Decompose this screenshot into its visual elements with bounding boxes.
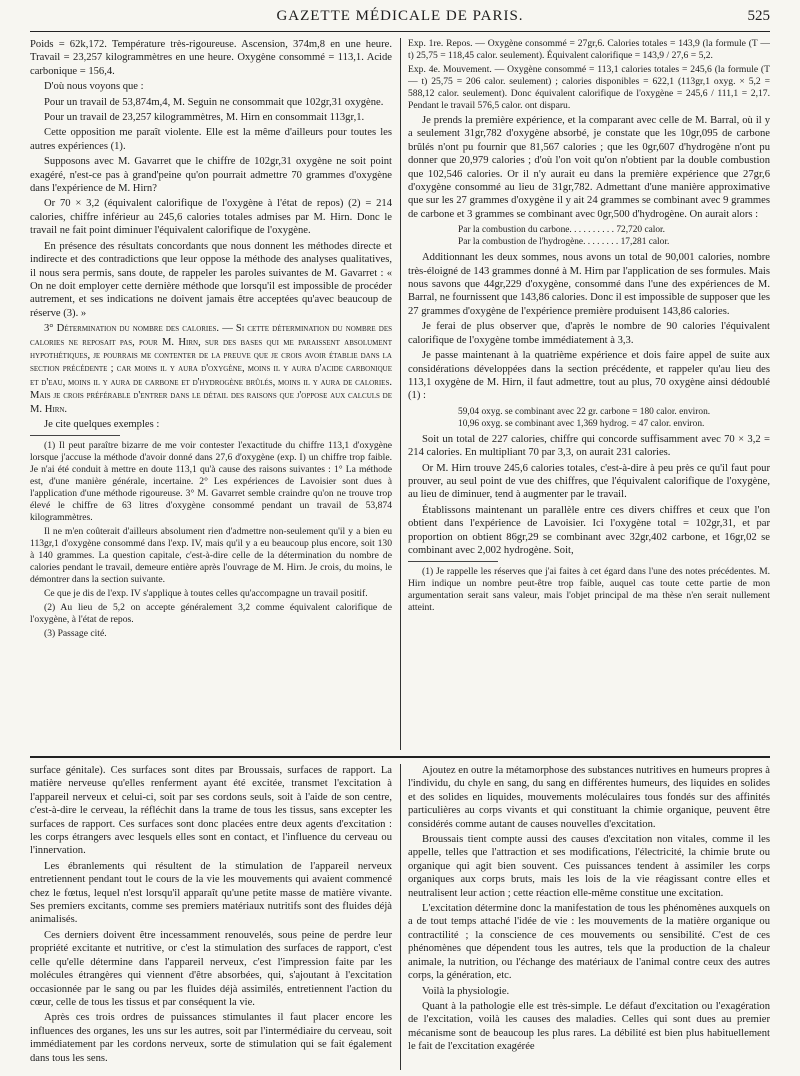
paragraph: Pour un travail de 23,257 kilogrammètres, M. Hirn en consommait 113gr,1.: [44, 112, 365, 124]
page-number: 525: [747, 8, 770, 24]
bottom-left-column: [30, 764, 392, 1070]
table-row: [458, 236, 770, 248]
table-row: [458, 224, 770, 236]
section-text: Détermination du nombre des calories. — Si cette détermination du nombre des calories ne reposait pas, pour M. Hirn, sur des bases qui me paraissent absolument hypothétiques, je pourrais me contenter de la preuve que je crois avoir établie dans la section précédente ; car moins il y aura d'oxygène, moins il y aura d'acide carbonique et d'eau, moins il y aura de carbone et d'hydrogène brûlés, moins il y aura de calories. Mais je crois préférable d'entrer dans le détail des raisons que j'oppose aux calculs de M. Hirn.: [30, 323, 392, 415]
paragraph: Soit un total de 227 calories, chiffre qui concorde suffisamment avec 70 × 3,2 = 214 calories. En multipliant 70 par 3,3, on aurait 231 calories.: [408, 433, 770, 459]
row-value: 72,720 calor.: [616, 225, 665, 236]
row-label: 59,04 oxyg. se combinant avec 22 gr. carbone: [458, 406, 630, 417]
row-value: = 47 calor. environ.: [631, 418, 705, 429]
paragraph: Broussais tient compte aussi des causes d'excitation non vitales, comme il les appelle, telles que l'attraction et ses modifications, l'électricité, la chimie brute ou organique qui agit bien souvent. Ces puissances tendent à assimiler les corps organiques aux corps bruts, mais les lois de la vie réagissant contre elles et neutralisent leur action ; cette réaction elle-même constitue une excitation.: [408, 834, 770, 899]
paragraph: Pour un travail de 53,874m,4, M. Seguin ne consommait que 102gr,31 oxygène.: [44, 96, 384, 108]
top-right-column: [408, 38, 770, 750]
table-row: [458, 418, 770, 430]
column-divider: [400, 764, 401, 1070]
paragraph: Additionnant les deux sommes, nous avons un total de 90,001 calories, nombre très-éloigné de 143 grammes donné à M. Hirn par l'application de ses formules. Mais nous savons que 44gr,229 d'oxygène, consommé dans l'une des expériences de M. Barral, ne fournissent que 143,86 calories. Donc il est impossible de supposer que les 27 grammes d'oxygène de l'expérience première produisent 143,86 calories.: [408, 252, 770, 317]
paragraph: Ces derniers doivent être incessamment renouvelés, sous peine de perdre leur propriété excitante et nutritive, or c'est la stimulation des surfaces de rapport, c'est celle qu'elle détermine dans l'appareil nerveux, c'est l'impression faite par les molécules étrangères qui viennent d'être absorbées, qui, s'ajoutant à l'excitation occasionnée par le sang ou par les fluides déjà assimilés, entretiennent l'action du cœur, celle de tous les tissus et par conséquent la vie.: [30, 929, 392, 1008]
row-label: Par la combustion du carbone. . . . . . . . . .: [458, 225, 614, 236]
table-row: [458, 406, 770, 418]
paragraph: Or 70 × 3,2 (équivalent calorifique de l'oxygène à l'état de repos) (2) = 214 calories, chiffre inférieur au 245,6 calories totales admises par M. Hirn. Donc le travail ne fait point diminuer l'équivalent calorifique de l'oxygène.: [30, 198, 392, 237]
column-divider: [400, 38, 401, 750]
section-paragraph: [30, 322, 392, 416]
row-label: Par la combustion de l'hydrogène. . . . . . . .: [458, 237, 619, 248]
paragraph: Poids = 62k,172. Température très-rigoureuse. Ascension, 374m,8 en une heure. Travail = 23,257 kilogrammètres en une heure. Oxygène consommé = 113,1. Acide carbonique = 156,4.: [30, 39, 392, 77]
paragraph: Je passe maintenant à la quatrième expérience et dois faire appel de suite aux considérations développées dans la section précédente, et rappeler qu'au lieu des 113,1 oxygène de M. Hirn, il faut admettre, tout au plus, 70 oxygène ainsi dédoublé (1) :: [408, 350, 770, 402]
footnote: (2) Au lieu de 5,2 on accepte généralement 3,2 comme équivalent calorifique de l'oxygène, à l'état de repos.: [30, 602, 392, 626]
footnote: (3) Passage cité.: [44, 628, 107, 640]
paragraph: Après ces trois ordres de puissances stimulantes il faut placer encore les influences des organes, les uns sur les autres, soit par l'intermédiaire du cerveau, soit immédiatement par les cordons nerveux, sorte de stimulation qui se fait également dans tous les sens.: [30, 1012, 392, 1064]
calorie-table: [458, 224, 770, 248]
paragraph: Je ferai de plus observer que, d'après le nombre de 90 calories l'équivalent calorifique de l'oxygène tombe immédiatement à 3,3.: [408, 321, 770, 346]
footnote-rule: [30, 435, 120, 436]
paragraph: Ajoutez en outre la métamorphose des substances nutritives en humeurs propres à l'individu, du chyle en sang, du sang en différentes humeurs, des liquides en solides et des solides en liquides, mouvements moléculaires tous fondés sur des affinités particulières au corps vivants et qui constituant la chimie organique, peuvent être considérés comme autant de causes nouvelles d'excitation.: [408, 765, 770, 830]
paragraph: Je prends la première expérience, et la comparant avec celle de M. Barral, où il y a seulement 31gr,782 d'oxygène absorbé, je constate que les 10gr,095 de carbone brûlés n'ont pu fournir que 81,567 calories ; que les 0gr,607 d'hydrogène n'ont pu donner que 20,979 calories ; d'où l'on voit qu'on n'obtient par la double combustion que 102,546 calories. Or il n'y aurait eu dans la première expérience que 27gr,6 d'oxygène consommé au lieu de 31gr,782. Admettant d'une manière approximative que sur les 27 grammes d'oxygène il y ait 24 grammes se combinant avec 9 grammes de carbone et 3 grammes se combinant avec 0gr,500 d'hydrogène. On aurait alors :: [408, 115, 770, 220]
paragraph: surface génitale). Ces surfaces sont dites par Broussais, surfaces de rapport. La matière nerveuse qu'elles renferment ayant été excitée, transmet l'excitation à l'appareil nerveux et celui-ci, soit par ses cordons seuls, soit à l'aide de son centre, c'est-à-dire le cerveau, la réfléchit dans la trame de tous les tissus, sans excepter les surfaces de rapport. Ces surfaces sont donc placées entre deux agents d'excitation : les corps étrangers avec lesquels elles sont en contact, et l'influence du cerveau ou l'innervation.: [30, 765, 392, 857]
bottom-right-column: [408, 764, 770, 1070]
row-value: = 180 calor. environ.: [632, 406, 711, 417]
header-rule: [30, 31, 770, 32]
paragraph: En présence des résultats concordants que nous donnent les méthodes directe et indirecte et des contradictions que leur oppose la méthode des analyses qualitatives, il nous sera permis, sans doute, de rappeler les paroles suivantes de M. Gavarret : « On ne doit employer cette dernière méthode que lorsqu'il est impossible de procéder autrement, et ses indications ne doivent jamais être acceptées qu'avec beaucoup de réserve (3). »: [30, 240, 392, 319]
row-label: 10,96 oxyg. se combinant avec 1,369 hydrog.: [458, 418, 629, 429]
footnote: (1) Il peut paraître bizarre de me voir contester l'exactitude du chiffre 113,1 d'oxygène lorsque j'accuse la méthode d'avoir donné dans 27,6 d'oxygène (exp. I) un chiffre trop faible. Je n'ai été conduit à mettre en doute 113,1 qu'à cause des raisons suivantes : 1° La méthode est, d'une manière générale, incertaine. 2° Les expériences de Lavoisier sont dues à l'application d'une méthode rigoureuse. 3° M. Gavarret semble craindre qu'on ne trouve trop élevé le chiffre de 63 litres d'oxygène consommé pendant un travail de 53,874 kilogrammètres.: [30, 440, 392, 524]
footnote-rule: [408, 561, 498, 562]
section-number: 3°: [44, 323, 54, 335]
row-value: 17,281 calor.: [620, 237, 670, 248]
experiment-note: Exp. 1re. Repos. — Oxygène consommé = 27gr,6. Calories totales = 143,9 (la formule (T — t) 25,75 = 118,45 calor. seulement). Équivalent calorifique = 143,9 / 27,6 = 5,2.: [408, 38, 770, 61]
footnote: Il ne m'en coûterait d'ailleurs absolument rien d'admettre non-seulement qu'il y a bien eu 113gr,1 d'oxygène consommé dans l'exp. IV, mais qu'il y a eu beaucoup plus encore, soit 130 à 140 grammes. La question capitale, c'est-à-dire celle de la détermination du nombre de calories pendant le travail, demeure entière après l'ouvrage de M. Hirn. Je crois, du moins, le démontrer dans la section suivante.: [30, 526, 392, 586]
section-rule: [30, 756, 770, 758]
oxygen-table: [458, 406, 770, 430]
paragraph: L'excitation détermine donc la manifestation de tous les phénomènes auxquels on a de tout temps attaché l'idée de vie : les mouvements de la matière organique ou contractilité ; la conscience de ces mouvements ou sensibilité. C'est de ces phénomènes que dépendent tous les autres, tels que la production de la chaleur animale, la nutrition, ou l'échange des matériaux de l'animal contre ceux des autres corps, la génération, etc.: [408, 903, 770, 982]
page-header: [30, 8, 770, 30]
footnote: (1) Je rappelle les réserves que j'ai faites à cet égard dans l'une des notes précédentes. M. Hirn indique un nombre peut-être trop faible, auquel cas toute cette partie de mon argumentation serait sans valeur, mais l'objet principal de ma thèse n'en serait nullement atteint.: [408, 566, 770, 614]
paragraph: Les ébranlements qui résultent de la stimulation de l'appareil nerveux entretiennent pendant tout le cours de la vie les mouvements qui avaient commencé chez le fœtus, lequel n'est lorsqu'il apparaît qu'une petite masse de matière vivante. Ses premiers excitants, comme ses premiers matériaux nutritifs sont des fluides déjà animalisés.: [30, 860, 392, 926]
paragraph: Supposons avec M. Gavarret que le chiffre de 102gr,31 oxygène ne soit point exagéré, n'est-ce pas à grand'peine qu'on pourrait admettre 70 grammes d'oxygène dans l'expérience de M. Hirn?: [30, 156, 392, 195]
journal-title: GAZETTE MÉDICALE DE PARIS.: [276, 8, 524, 24]
experiment-note: Exp. 4e. Mouvement. — Oxygène consommé = 113,1 calories totales = 245,6 (la formule (T — t) 25,75 = 206 calor. seulement) ; calories disponibles = 622,1 (113gr,1 oxyg. × 5,2 = 588,12 calor. seulement). Donc équivalent calorifique de l'oxygène = 245,6 / 111,1 = 2,17. Pendant le travail 576,5 calor. ont disparu.: [408, 64, 770, 111]
paragraph: Or M. Hirn trouve 245,6 calories totales, c'est-à-dire à peu près ce qu'il faut pour prouver, au seul point de vue des chiffres, que l'équivalent calorifique de l'oxygène, au lieu de diminuer, tend à augmenter par le travail.: [408, 462, 770, 501]
paragraph: D'où nous voyons que :: [44, 81, 144, 93]
paragraph: Voilà la physiologie.: [422, 985, 510, 997]
paragraph: Quant à la pathologie elle est très-simple. Le défaut d'excitation ou l'exagération de l'excitation, voilà les causes des maladies. Celles qui sont dues au premier mécanisme sont de beaucoup les plus rares. La débilité est bien plus habituellement le fait de l'excitation exagérée: [408, 1000, 770, 1053]
paragraph: Établissons maintenant un parallèle entre ces divers chiffres et ceux que l'on obtient dans l'expérience de Lavoisier. Ici l'oxygène total = 102gr,31, et par proportion on obtient 86gr,29 se combinant avec 32gr,402 carbone, et 16gr,02 se combinant avec 2,002 hydrogène. Soit,: [408, 504, 770, 556]
footnote: Ce que je dis de l'exp. IV s'applique à toutes celles qu'accompagne un travail positif.: [44, 588, 368, 600]
paragraph: Je cite quelques exemples :: [44, 418, 160, 430]
paragraph: Cette opposition me paraît violente. Elle est la même d'ailleurs pour toutes les autres expériences (1).: [30, 127, 392, 152]
top-left-column: [30, 38, 392, 750]
